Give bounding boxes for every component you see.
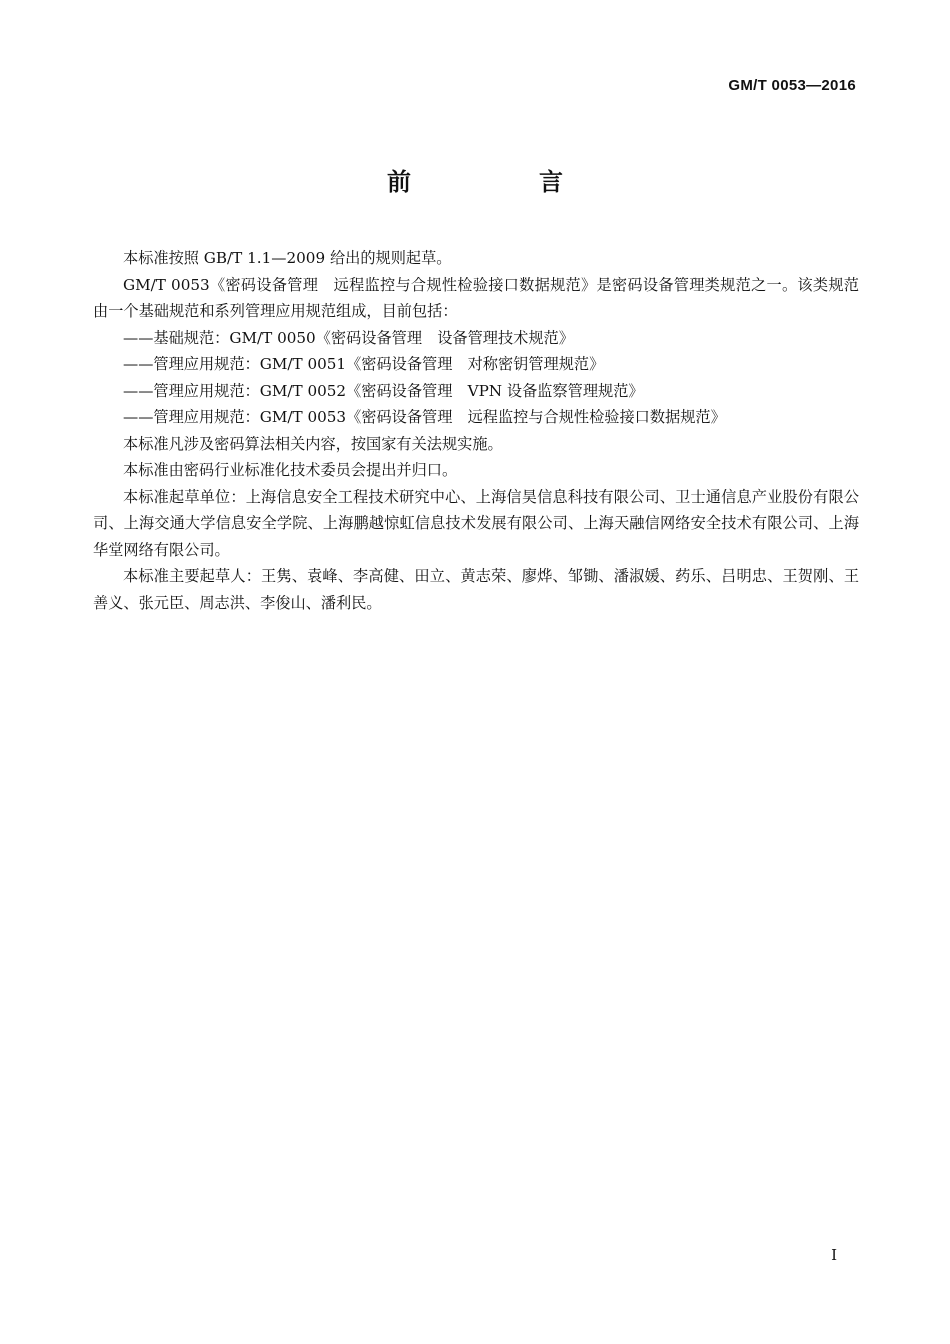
- page-number: I: [831, 1246, 837, 1264]
- list-item-remote-monitoring-spec: ——管理应用规范：GM/T 0053《密码设备管理 远程监控与合规性检验接口数据规范》: [123, 408, 726, 426]
- list-item-vpn-spec: ——管理应用规范：GM/T 0052《密码设备管理 VPN 设备监察管理规范》: [123, 381, 644, 400]
- paragraph-drafters: 本标准主要起草人：王隽、袁峰、李高健、田立、黄志荣、廖烨、邹锄、潘淑媛、药乐、吕明忠、王贺刚、王善义、张元臣、周志洪、李俊山、潘利民。: [93, 567, 859, 612]
- standard-code: GM/T 0053—2016: [728, 77, 856, 94]
- paragraph-drafting-units: 本标准起草单位：上海信息安全工程技术研究中心、上海信昊信息科技有限公司、卫士通信息产业股份有限公司、上海交通大学信息安全学院、上海鹏越惊虹信息技术发展有限公司、上海天融信网络安全技术有限公司、上海华堂网络有限公司。: [93, 487, 859, 559]
- list-item-basic-spec: ——基础规范：GM/T 0050《密码设备管理 设备管理技术规范》: [123, 328, 574, 347]
- paragraph-proposer: 本标准由密码行业标准化技术委员会提出并归口。: [123, 461, 458, 479]
- list-item-symmetric-key-spec: ——管理应用规范：GM/T 0051《密码设备管理 对称密钥管理规范》: [123, 355, 605, 373]
- paragraph-cryptographic-algorithms: 本标准凡涉及密码算法相关内容，按国家有关法规实施。: [123, 434, 503, 453]
- document-body: [93, 245, 859, 616]
- page-title: 前 言: [387, 168, 615, 196]
- paragraph-drafting-rules: 本标准按照 GB/T 1.1—2009 给出的规则起草。: [123, 249, 452, 267]
- paragraph-series-intro: GM/T 0053《密码设备管理 远程监控与合规性检验接口数据规范》是密码设备管理类规范之一。该类规范由一个基础规范和系列管理应用规范组成，目前包括：: [93, 275, 859, 320]
